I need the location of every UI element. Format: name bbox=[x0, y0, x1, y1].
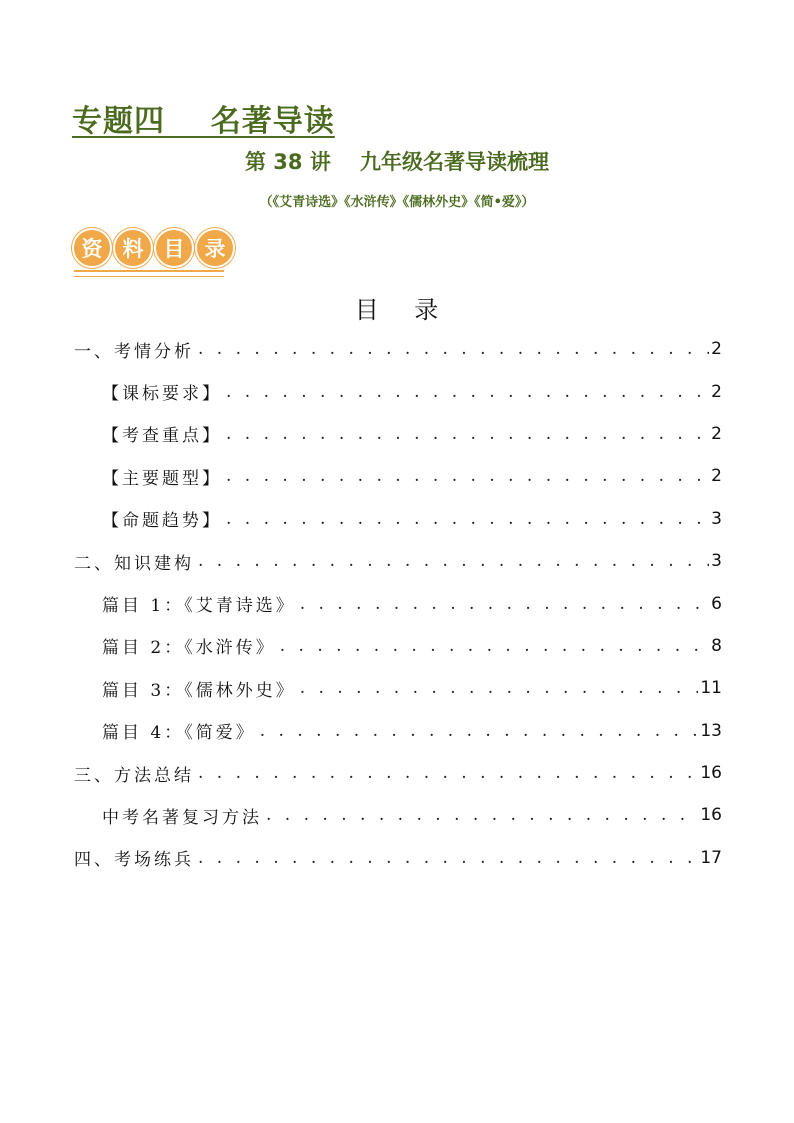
badge-char: 料 bbox=[113, 228, 153, 268]
lecture-title: 第 38 讲 九年级名著导读梳理 bbox=[244, 150, 550, 174]
toc-dot-leader bbox=[198, 763, 698, 783]
toc-entry-label: 中考名著复习方法 bbox=[102, 807, 262, 828]
toc-entry-label: 【考查重点】 bbox=[102, 426, 222, 447]
toc-page-number: 6 bbox=[711, 593, 722, 614]
toc-dot-leader bbox=[226, 424, 709, 444]
toc-entry[interactable] bbox=[74, 625, 722, 667]
toc-entry-label: 篇目 1：《艾青诗选》 bbox=[102, 596, 296, 617]
toc-entry-label: 【课标要求】 bbox=[102, 384, 222, 405]
toc-entry-label: 【主要题型】 bbox=[102, 468, 222, 489]
badge-underline bbox=[74, 270, 224, 277]
toc-entry[interactable] bbox=[74, 413, 722, 455]
toc-entry-label: 一、考情分析 bbox=[74, 341, 194, 362]
toc-entry-label: 四、考场练兵 bbox=[74, 850, 194, 871]
toc-entry-label: 篇目 3：《儒林外史》 bbox=[102, 680, 296, 701]
toc-entry[interactable] bbox=[74, 582, 722, 624]
toc-page-number: 13 bbox=[700, 720, 722, 741]
toc-entry[interactable] bbox=[74, 455, 722, 497]
toc-dot-leader bbox=[300, 678, 699, 698]
toc-dot-leader bbox=[266, 805, 698, 825]
toc-heading: 目 录 bbox=[354, 296, 440, 324]
toc-entry-label: 三、方法总结 bbox=[74, 765, 194, 786]
toc-page-number: 2 bbox=[711, 381, 722, 402]
toc-entry[interactable] bbox=[74, 540, 722, 582]
book-list-subtitle: （《艾青诗选》《水浒传》《儒林外史》《简•爱》） bbox=[259, 195, 535, 210]
badge-char: 资 bbox=[72, 228, 112, 268]
materials-contents-badge bbox=[72, 228, 235, 268]
toc-page-number: 3 bbox=[711, 508, 722, 529]
toc-entry[interactable] bbox=[74, 370, 722, 412]
toc-dot-leader bbox=[198, 339, 709, 359]
toc-dot-leader bbox=[226, 382, 709, 402]
toc-dot-leader bbox=[226, 466, 709, 486]
toc-entry[interactable] bbox=[74, 710, 722, 752]
toc-page-number: 8 bbox=[711, 635, 722, 656]
toc-dot-leader bbox=[260, 721, 699, 741]
toc-entry-label: 二、知识建构 bbox=[74, 553, 194, 574]
toc-page-number: 2 bbox=[711, 466, 722, 487]
toc-entry-label: 【命题趋势】 bbox=[102, 511, 222, 532]
badge-char: 目 bbox=[154, 228, 194, 268]
badge-char: 录 bbox=[195, 228, 235, 268]
toc-entry[interactable] bbox=[74, 328, 722, 370]
toc-entry[interactable] bbox=[74, 794, 722, 836]
toc-dot-leader bbox=[300, 594, 709, 614]
toc-page-number: 3 bbox=[711, 551, 722, 572]
toc-entry-label: 篇目 2：《水浒传》 bbox=[102, 638, 276, 659]
toc-page-number: 16 bbox=[700, 763, 722, 784]
topic-title: 专题四 名著导读 bbox=[72, 104, 335, 139]
toc-dot-leader bbox=[280, 636, 709, 656]
toc-dot-leader bbox=[198, 551, 709, 571]
toc-dot-leader bbox=[226, 509, 709, 529]
toc-page-number: 11 bbox=[700, 678, 722, 699]
table-of-contents bbox=[74, 328, 722, 879]
toc-entry[interactable] bbox=[74, 752, 722, 794]
toc-entry[interactable] bbox=[74, 837, 722, 879]
toc-page-number: 2 bbox=[711, 423, 722, 444]
toc-entry[interactable] bbox=[74, 667, 722, 709]
toc-page-number: 2 bbox=[711, 339, 722, 360]
toc-entry[interactable] bbox=[74, 498, 722, 540]
toc-dot-leader bbox=[198, 848, 698, 868]
toc-entry-label: 篇目 4：《简爱》 bbox=[102, 723, 256, 744]
toc-page-number: 16 bbox=[700, 805, 722, 826]
toc-page-number: 17 bbox=[700, 847, 722, 868]
